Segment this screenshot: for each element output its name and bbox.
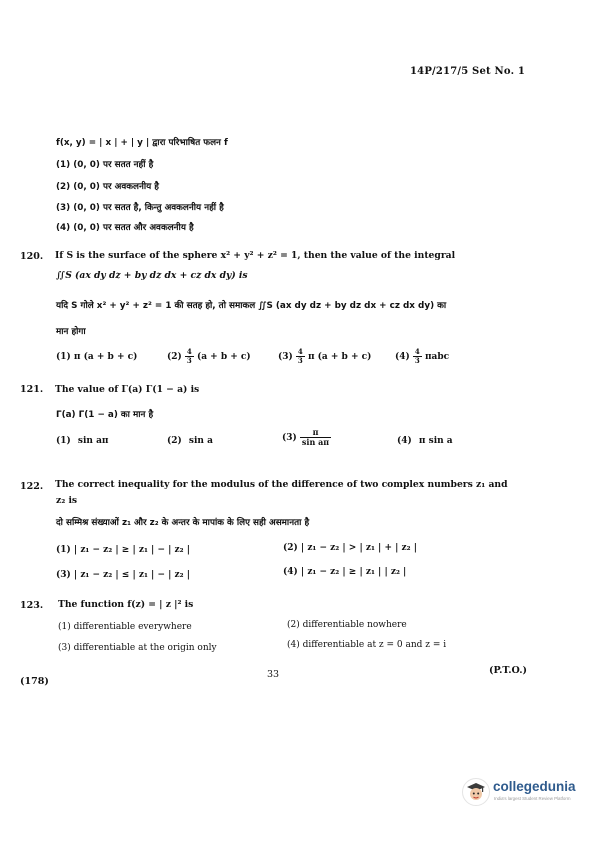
collegedunia-watermark <box>462 776 582 810</box>
q121-option-3 <box>282 428 331 447</box>
q120-option-3 <box>278 348 371 365</box>
q120-option-2-frac-num: 4 <box>186 347 192 356</box>
q120-option-4 <box>395 348 449 365</box>
q121-option-3-frac-num: π <box>300 428 331 438</box>
q123-text-en: The function f(z) = | z |² is <box>58 599 194 610</box>
q121-option-4-num: (4) <box>397 436 412 446</box>
q119-option-4: (4) (0, 0) पर सतत और अवकलनीय है <box>56 223 194 233</box>
q120-option-4-text: πabc <box>424 352 450 362</box>
q121-option-1-num: (1) <box>56 436 71 446</box>
q120-option-4-num: (4) <box>395 352 410 362</box>
q120-option-4-frac-den: 3 <box>414 356 420 365</box>
q123-option-3: (3) differentiable at the origin only <box>58 643 217 653</box>
q120-option-3-frac-den: 3 <box>297 356 303 365</box>
q121-text-hi: Γ(a) Γ(1 − a) का मान है <box>56 410 154 420</box>
q121-option-4 <box>397 436 453 446</box>
q120-option-1 <box>56 352 137 362</box>
q120-option-1-num: (1) <box>56 352 71 362</box>
set-code: 14P/217/5 Set No. 1 <box>410 66 526 77</box>
q121-number: 121. <box>20 384 44 395</box>
q121-option-1 <box>56 436 109 446</box>
q123-option-1: (1) differentiable everywhere <box>58 622 192 632</box>
q120-text-hi-1: यदि S गोले x² + y² + z² = 1 की सतह हो, तो समाकल ∬S (ax dy dz + by dz dx + cz dx dy) का <box>56 301 447 311</box>
q120-option-2-num: (2) <box>167 352 182 362</box>
mascot-icon <box>462 778 490 806</box>
q121-option-3-frac-den: sin aπ <box>301 437 330 447</box>
q122-number: 122. <box>20 481 44 492</box>
q120-option-4-fraction <box>413 348 422 365</box>
q122-option-2: (2) | z₁ − z₂ | > | z₁ | + | z₂ | <box>283 543 417 553</box>
footer-code: (178) <box>20 676 49 687</box>
q122-text-hi: दो सम्मिश्र संख्याओं z₁ और z₂ के अन्तर के मापांक के लिए सही असमानता है <box>56 518 310 528</box>
q121-option-2-num: (2) <box>167 436 182 446</box>
page-number: 33 <box>267 669 280 680</box>
q121-option-3-fraction <box>300 428 331 447</box>
q122-text-en-2: z₂ is <box>56 495 78 506</box>
q120-text-en-1: If S is the surface of the sphere x² + y² + z² = 1, then the value of the integral <box>55 250 456 261</box>
q120-option-1-text: π (a + b + c) <box>73 352 138 362</box>
q121-option-4-text: π sin a <box>418 436 453 446</box>
q120-option-3-num: (3) <box>278 352 293 362</box>
q120-text-en-2: ∬S (ax dy dz + by dz dx + cz dx dy) is <box>56 270 248 281</box>
pto-label: (P.T.O.) <box>489 665 528 676</box>
q120-option-4-frac-num: 4 <box>414 347 420 356</box>
q123-option-2: (2) differentiable nowhere <box>287 620 407 630</box>
q122-option-1: (1) | z₁ − z₂ | ≥ | z₁ | − | z₂ | <box>56 545 190 555</box>
q121-option-2 <box>167 436 213 446</box>
q121-text-en: The value of Γ(a) Γ(1 − a) is <box>55 384 200 395</box>
q120-text-hi-2: मान होगा <box>56 327 86 337</box>
q119-option-3: (3) (0, 0) पर सतत है, किन्तु अवकलनीय नहीं है <box>56 203 224 213</box>
q120-number: 120. <box>20 251 44 262</box>
q120-option-3-frac-num: 4 <box>297 347 303 356</box>
q123-option-4: (4) differentiable at z = 0 and z = i <box>287 640 447 650</box>
q120-option-3-fraction <box>296 348 305 365</box>
q119-option-1: (1) (0, 0) पर सतत नहीं है <box>56 160 154 170</box>
q120-option-2-frac-den: 3 <box>186 356 192 365</box>
q122-option-3: (3) | z₁ − z₂ | ≤ | z₁ | − | z₂ | <box>56 570 190 580</box>
brand-name: collegedunia <box>493 779 576 794</box>
q120-option-3-text: π (a + b + c) <box>307 352 372 362</box>
q121-option-2-text: sin a <box>188 436 213 446</box>
q121-option-3-num: (3) <box>282 433 297 443</box>
q121-option-1-text: sin aπ <box>77 436 109 446</box>
q119-stem: f(x, y) = | x | + | y | द्वारा परिभाषित फलन f <box>56 138 228 148</box>
q123-number: 123. <box>20 600 44 611</box>
q120-option-2 <box>167 348 251 365</box>
q119-option-2: (2) (0, 0) पर अवकलनीय है <box>56 182 159 192</box>
q122-text-en-1: The correct inequality for the modulus of the difference of two complex numbers z₁ and <box>55 479 508 490</box>
q120-option-2-text: (a + b + c) <box>196 352 251 362</box>
q120-option-2-fraction <box>185 348 194 365</box>
q122-option-4: (4) | z₁ − z₂ | ≥ | z₁ | | z₂ | <box>283 567 407 577</box>
brand-tagline: India's largest Student Review Platform <box>494 796 571 801</box>
